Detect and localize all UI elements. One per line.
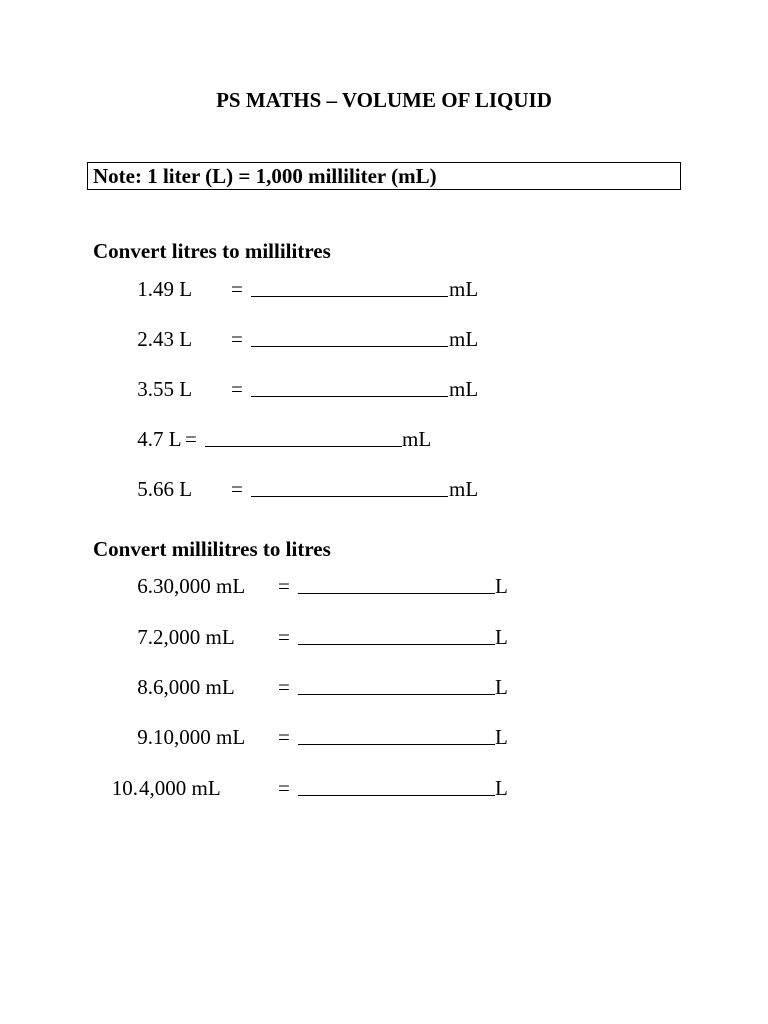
answer-unit: L — [495, 625, 508, 649]
answer-unit: L — [495, 776, 508, 800]
answer-blank[interactable] — [251, 326, 448, 353]
question-quantity: 4,000 mL — [139, 776, 221, 800]
equals-sign: = — [278, 574, 290, 598]
question-quantity: 10,000 mL — [153, 725, 246, 749]
question-quantity: 43 L — [153, 327, 193, 351]
answer-unit: mL — [449, 327, 479, 351]
answer-unit: mL — [402, 427, 432, 451]
question-number: 7. — [137, 625, 153, 649]
answer-blank[interactable] — [251, 376, 448, 403]
question-number: 3. — [137, 377, 153, 401]
answer-unit: L — [495, 675, 508, 699]
section-heading-litres-to-millilitres: Convert litres to millilitres — [93, 239, 331, 263]
answer-blank[interactable] — [251, 276, 448, 303]
equals-sign: = — [278, 625, 290, 649]
note-text: Note: 1 liter (L) = 1,000 milliliter (mL) — [93, 164, 437, 188]
question-quantity: 49 L — [153, 277, 193, 301]
section-heading-millilitres-to-litres: Convert millilitres to litres — [93, 537, 331, 561]
question-number: 1. — [137, 277, 153, 301]
answer-blank[interactable] — [251, 476, 448, 503]
question-quantity: 2,000 mL — [153, 625, 235, 649]
equals-sign: = — [231, 477, 243, 501]
question-quantity: 30,000 mL — [153, 574, 246, 598]
question-number: 8. — [137, 675, 153, 699]
question-quantity: 6,000 mL — [153, 675, 235, 699]
answer-unit: L — [495, 725, 508, 749]
question-quantity: 66 L — [153, 477, 193, 501]
answer-unit: mL — [449, 377, 479, 401]
question-number: 6. — [137, 574, 153, 598]
answer-blank[interactable] — [298, 674, 495, 701]
question-quantity: 7 L — [153, 427, 182, 451]
equals-sign: = — [278, 675, 290, 699]
answer-blank[interactable] — [298, 573, 495, 600]
equals-sign: = — [185, 427, 197, 451]
page-title: PS MATHS – VOLUME OF LIQUID — [216, 88, 552, 112]
equals-sign: = — [231, 377, 243, 401]
answer-unit: mL — [449, 277, 479, 301]
equals-sign: = — [278, 776, 290, 800]
question-number: 10. — [111, 776, 138, 800]
answer-blank[interactable] — [298, 724, 495, 751]
question-number: 5. — [137, 477, 153, 501]
equals-sign: = — [278, 725, 290, 749]
question-quantity: 55 L — [153, 377, 193, 401]
question-number: 4. — [137, 427, 153, 451]
question-number: 9. — [137, 725, 153, 749]
note-box — [87, 162, 681, 190]
equals-sign: = — [231, 277, 243, 301]
equals-sign: = — [231, 327, 243, 351]
answer-blank[interactable] — [298, 624, 495, 651]
answer-unit: mL — [449, 477, 479, 501]
answer-unit: L — [495, 574, 508, 598]
question-number: 2. — [137, 327, 153, 351]
answer-blank[interactable] — [205, 426, 402, 453]
answer-blank[interactable] — [298, 775, 495, 802]
